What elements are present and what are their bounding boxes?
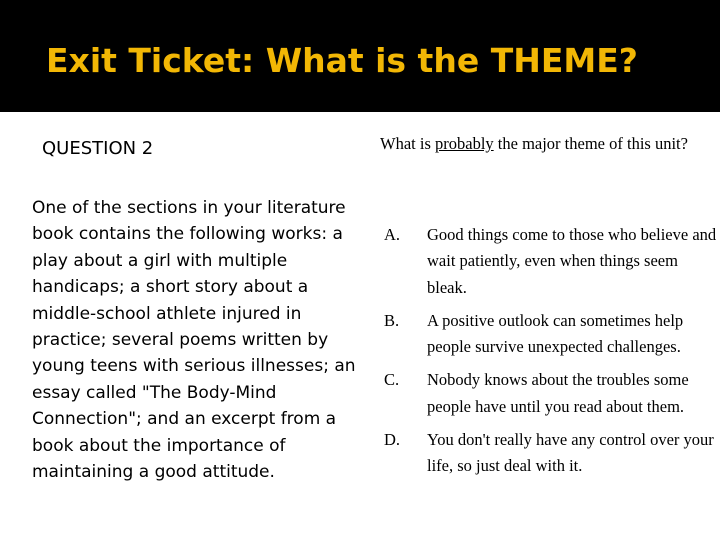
title-bar [0, 0, 720, 112]
passage-text: One of the sections in your literature book contains the following works: a play about a girl with multiple handicaps; a short story about a middle-school athlete injured in practice; several poems written by young teens with serious illnesses; an essay called "The Body-Mind Connection"; and an excerpt from a book about the importance of maintaining a good attitude. [32, 198, 356, 483]
question-prompt-end: the major theme of this unit? [493, 134, 688, 153]
option-letter: A. [384, 225, 401, 244]
option-letter: D. [384, 430, 401, 450]
option-letter: B. [384, 310, 400, 330]
question-prompt [380, 131, 710, 158]
slide-title: Exit Ticket: What is the THEME? [46, 41, 638, 80]
answer-option-c[interactable] [384, 367, 720, 420]
option-letter: C. [384, 370, 400, 390]
option-text: Good things come to those who believe and wait patiently, even when things seem bleak. [427, 225, 717, 297]
answer-options [384, 222, 720, 487]
question-prompt-start: What is [380, 134, 435, 153]
question-label: QUESTION 2 [42, 138, 154, 159]
option-text: Nobody knows about the troubles some people have until you read about them. [427, 370, 689, 416]
question-prompt-emphasis: probably [435, 134, 494, 153]
option-text: A positive outlook can sometimes help people survive unexpected challenges. [427, 310, 684, 357]
option-text: You don't really have any control over your life, so just deal with it. [427, 430, 714, 476]
answer-option-b[interactable] [384, 308, 720, 361]
answer-option-d[interactable] [384, 427, 720, 480]
answer-option-a[interactable] [384, 222, 720, 301]
